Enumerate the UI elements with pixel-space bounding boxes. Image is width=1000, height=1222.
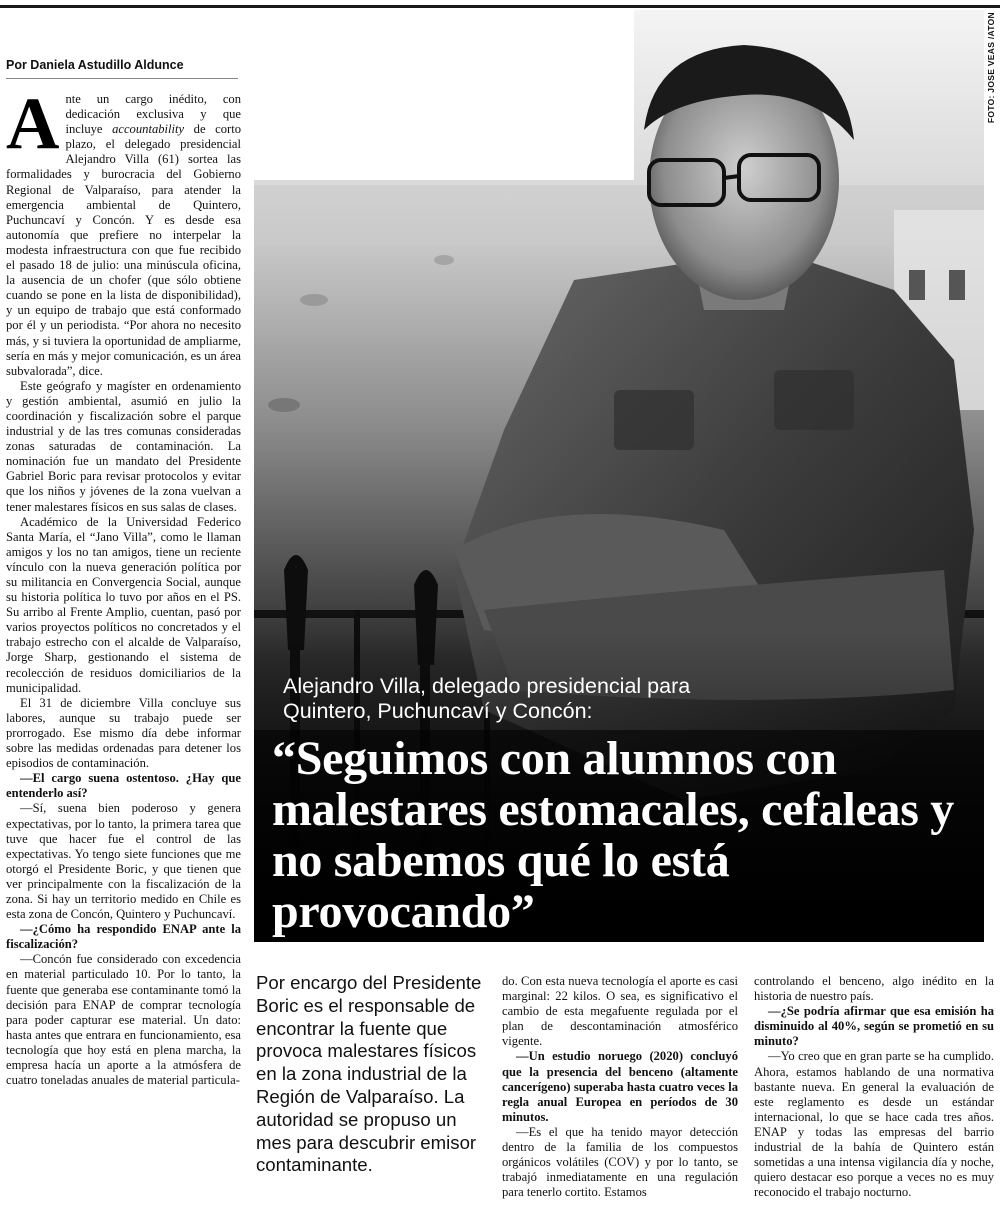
paragraph: Este geógrafo y magíster en ordenamiento y gestión ambiental, asumió en julio la coordinación y fiscalización sobre el parque industrial y de las tres comunas consideradas zonas saturadas de contaminación. La nominación fue un mandato del Presidente Gabriel Boric para revisar protocolos y evitar que los niños y jóvenes de la zona vuelvan a tener malestares físicos en sus salas de clases. xyxy=(6,378,241,514)
drop-cap: A xyxy=(6,92,60,165)
interview-answer: —Es el que ha tenido mayor detección dentro de la familia de los compuestos orgánicos volátiles (COV) y por lo tanto, se trabajó inmediatamente en una regulación para tenerlo cortito. Estamos xyxy=(502,1124,738,1200)
interview-answer: —Concón fue considerado con excedencia en material particulado 10. Por lo tanto, la fuente que generaba ese contaminante tomó la decisión para ENAP de comprar tecnología para poder capturar ese material. Un dato: hasta antes que entrara en funcionamiento, esa tecnología que hoy está en plena marcha, la empresa hacía un aporte a la atmósfera de cuatro toneladas anuales de material particula- xyxy=(6,952,241,1088)
paragraph: Académico de la Universidad Federico Santa María, el “Jano Villa”, como le llaman amigos y los no tan amigos, tiene un reciente vínculo con la nueva generación política por su militancia en Convergencia Social, aunque su historia política lo tuvo por años en el PS. Su arribo al Frente Amplio, cuentan, pasó por varios proyectos políticos no concretados y el trabajo estrecho con el alcalde de Valparaíso, Jorge Sharp, gestionando el sistema de recolección de residuos domiciliarios de la municipalidad. xyxy=(6,514,241,695)
byline: Por Daniela Astudillo Aldunce xyxy=(6,58,238,79)
paragraph: do. Con esta nueva tecnología el aporte es casi marginal: 22 kilos. O sea, es significativo el cambio de esta megafuente regulada por el plan de descontaminación atmosférico vigente. xyxy=(502,974,738,1049)
interview-question: —Un estudio noruego (2020) concluyó que la presencia del benceno (altamente cancerígeno) superaba hasta cuatro veces la regla anual Europea en períodos de 30 minutos. xyxy=(502,1049,738,1124)
paragraph: controlando el benceno, algo inédito en la historia de nuestro país. xyxy=(754,974,994,1004)
interview-question: —El cargo suena ostentoso. ¿Hay que entenderlo así? xyxy=(6,771,241,801)
headline-kicker: Alejandro Villa, delegado presidencial para Quintero, Puchuncaví y Concón: xyxy=(283,674,691,723)
interview-question: —¿Se podría afirmar que esa emisión ha disminuido al 40%, según se prometió en su minuto? xyxy=(754,1004,994,1049)
interview-question: —¿Cómo ha respondido ENAP ante la fiscalización? xyxy=(6,922,241,952)
headline: “Seguimos con alumnos con malestares estomacales, cefaleas y no sabemos qué lo está provocando” xyxy=(272,732,955,938)
paragraph: El 31 de diciembre Villa concluye sus labores, aunque su trabajo puede ser prorrogado. Ese mismo día debe informar sobre las medidas ordenadas para detener los episodios de contaminación. xyxy=(6,695,241,771)
article-column-1 xyxy=(6,92,241,1222)
photo-credit: FOTO: JOSE VEAS /ATON xyxy=(986,12,996,124)
top-rule xyxy=(0,5,1000,8)
article-column-4 xyxy=(754,974,994,1222)
interview-answer: —Yo creo que en gran parte se ha cumplido. Ahora, estamos hablando de una normativa bastante nueva. En general la evaluación de este reglamento es desde un estándar internacional, lo que se hace cada tres años. ENAP y todas las empresas del barrio industrial de la bahía de Quintero están sometidas a una intensa vigilancia día y noche, quiero destacar eso porque a veces no es muy reconocido el trabajo nocturno. xyxy=(754,1049,994,1200)
interview-answer: —Sí, suena bien poderoso y genera expectativas, por lo tanto, la primera tarea que tuve que hacer fue el control de las expectativas. Yo tengo siete funciones que me otorgó el Presidente Boric, y que tienen que ver principalmente con la fiscalización de la zona. Si hay un territorio medido en Chile es esta zona de Concón, Quintero y Puchuncaví. xyxy=(6,801,241,922)
deck-summary: Por encargo del Presidente Boric es el responsable de encontrar la fuente que provoca malestares físicos en la zona industrial de la Región de Valparaíso. La autoridad se propuso un mes para descubrir emisor contaminante. xyxy=(256,972,482,1176)
lead-paragraph: Ante un cargo inédito, con dedicación exclusiva y que incluye accountability de corto plazo, el delegado presidencial Alejandro Villa (61) sortea las formalidades y burocracia del Gobierno Regional de Valparaíso, para atender la emergencia ambiental de Quintero, Puchuncaví y Concón. Y es desde esa autonomía que prefiere no interpelar la modesta infraestructura con que fue recibido el pasado 18 de julio: una minúscula oficina, la ausencia de un chofer (que sólo obtiene cuando se pone en la lista de disponibilidad), y un equipo de trabajo que está conformado por él y un periodista. “Por ahora no necesito más, y si tuviera la oportunidad de ampliarme, sería en más y mejor comunicación, es un área subvalorada”, dice. xyxy=(6,92,241,378)
article-column-3 xyxy=(502,974,738,1222)
